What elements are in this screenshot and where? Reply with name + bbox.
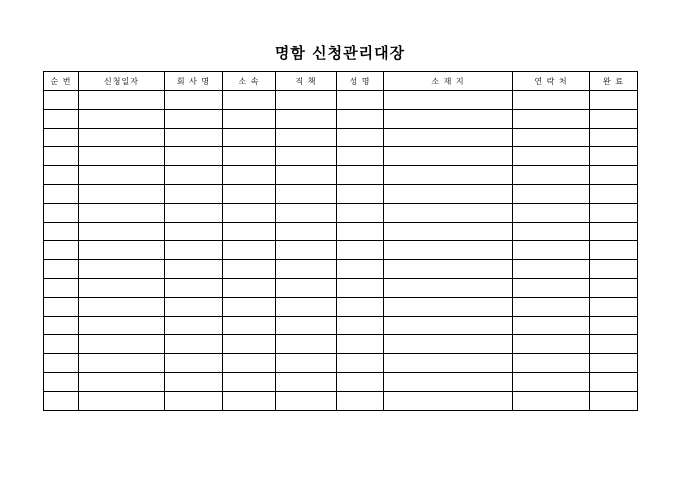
table-cell[interactable] <box>79 297 165 316</box>
table-cell[interactable] <box>590 316 638 335</box>
table-cell[interactable] <box>165 203 223 222</box>
table-cell[interactable] <box>513 128 590 147</box>
table-cell[interactable] <box>44 372 79 391</box>
table-row <box>44 297 638 316</box>
table-cell[interactable] <box>223 241 276 260</box>
header-contact: 연 락 처 <box>513 72 590 91</box>
table-cell[interactable] <box>337 372 384 391</box>
table-row <box>44 316 638 335</box>
table-cell[interactable] <box>513 335 590 354</box>
table-cell[interactable] <box>165 241 223 260</box>
table-cell[interactable] <box>223 203 276 222</box>
table-cell[interactable] <box>384 278 513 297</box>
header-address: 소 재 지 <box>384 72 513 91</box>
table-cell[interactable] <box>590 91 638 110</box>
table-cell[interactable] <box>384 166 513 185</box>
table-cell[interactable] <box>79 391 165 410</box>
header-department: 소 속 <box>223 72 276 91</box>
table-cell[interactable] <box>337 222 384 241</box>
table-cell[interactable] <box>276 147 337 166</box>
table-cell[interactable] <box>165 335 223 354</box>
table-cell[interactable] <box>44 166 79 185</box>
table-cell[interactable] <box>590 147 638 166</box>
table-cell[interactable] <box>337 335 384 354</box>
table-cell[interactable] <box>590 222 638 241</box>
table-cell[interactable] <box>513 166 590 185</box>
table-cell[interactable] <box>337 260 384 279</box>
table-cell[interactable] <box>79 109 165 128</box>
table-cell[interactable] <box>79 203 165 222</box>
table-cell[interactable] <box>590 372 638 391</box>
table-cell[interactable] <box>337 109 384 128</box>
table-cell[interactable] <box>223 260 276 279</box>
table-cell[interactable] <box>513 241 590 260</box>
table-cell[interactable] <box>165 354 223 373</box>
table-row <box>44 372 638 391</box>
table-cell[interactable] <box>276 128 337 147</box>
table-cell[interactable] <box>590 335 638 354</box>
table-cell[interactable] <box>337 354 384 373</box>
table-cell[interactable] <box>165 91 223 110</box>
table-cell[interactable] <box>337 128 384 147</box>
table-cell[interactable] <box>276 278 337 297</box>
table-row <box>44 335 638 354</box>
table-cell[interactable] <box>513 91 590 110</box>
document-title: 명함 신청관리대장 <box>274 44 406 62</box>
table-cell[interactable] <box>276 297 337 316</box>
header-row <box>44 72 638 91</box>
table-cell[interactable] <box>337 316 384 335</box>
table-cell[interactable] <box>384 260 513 279</box>
table-cell[interactable] <box>337 203 384 222</box>
header-name: 성 명 <box>337 72 384 91</box>
table-row <box>44 203 638 222</box>
table-cell[interactable] <box>337 91 384 110</box>
table-cell[interactable] <box>384 241 513 260</box>
table-cell[interactable] <box>337 278 384 297</box>
table-row <box>44 147 638 166</box>
table-row <box>44 278 638 297</box>
table-cell[interactable] <box>165 372 223 391</box>
table-cell[interactable] <box>384 184 513 203</box>
table-cell[interactable] <box>276 372 337 391</box>
table-cell[interactable] <box>79 241 165 260</box>
table-cell[interactable] <box>165 184 223 203</box>
table-cell[interactable] <box>276 222 337 241</box>
table-cell[interactable] <box>223 147 276 166</box>
table-cell[interactable] <box>384 372 513 391</box>
table-row <box>44 391 638 410</box>
table-cell[interactable] <box>165 222 223 241</box>
table-cell[interactable] <box>513 316 590 335</box>
table-cell[interactable] <box>513 391 590 410</box>
table-cell[interactable] <box>590 109 638 128</box>
table-cell[interactable] <box>513 184 590 203</box>
table-cell[interactable] <box>44 184 79 203</box>
table-cell[interactable] <box>44 91 79 110</box>
table-cell[interactable] <box>384 316 513 335</box>
table-cell[interactable] <box>223 335 276 354</box>
table-cell[interactable] <box>513 372 590 391</box>
table-row <box>44 166 638 185</box>
table-cell[interactable] <box>513 222 590 241</box>
table-cell[interactable] <box>223 278 276 297</box>
table-cell[interactable] <box>79 222 165 241</box>
table-cell[interactable] <box>276 184 337 203</box>
table-cell[interactable] <box>79 354 165 373</box>
table-cell[interactable] <box>276 241 337 260</box>
table-cell[interactable] <box>590 166 638 185</box>
table-cell[interactable] <box>384 297 513 316</box>
table-cell[interactable] <box>590 391 638 410</box>
table-cell[interactable] <box>590 203 638 222</box>
table-cell[interactable] <box>165 109 223 128</box>
table-cell[interactable] <box>513 278 590 297</box>
table-cell[interactable] <box>223 372 276 391</box>
table-cell[interactable] <box>513 109 590 128</box>
table-cell[interactable] <box>590 128 638 147</box>
table-cell[interactable] <box>276 316 337 335</box>
table-cell[interactable] <box>44 391 79 410</box>
table-cell[interactable] <box>44 109 79 128</box>
table-cell[interactable] <box>223 222 276 241</box>
table-cell[interactable] <box>384 91 513 110</box>
table-cell[interactable] <box>223 297 276 316</box>
header-company-name: 회 사 명 <box>165 72 223 91</box>
table-cell[interactable] <box>165 297 223 316</box>
table-cell[interactable] <box>44 335 79 354</box>
table-cell[interactable] <box>513 147 590 166</box>
table-cell[interactable] <box>384 335 513 354</box>
header-request-date: 신청일자 <box>79 72 165 91</box>
table-cell[interactable] <box>44 222 79 241</box>
table-cell[interactable] <box>44 203 79 222</box>
table-cell[interactable] <box>79 166 165 185</box>
table-cell[interactable] <box>276 109 337 128</box>
table-cell[interactable] <box>513 260 590 279</box>
table-cell[interactable] <box>276 166 337 185</box>
table-cell[interactable] <box>590 260 638 279</box>
table-cell[interactable] <box>590 297 638 316</box>
table-cell[interactable] <box>223 109 276 128</box>
table-cell[interactable] <box>384 222 513 241</box>
header-position: 직 책 <box>276 72 337 91</box>
table-cell[interactable] <box>276 391 337 410</box>
table-cell[interactable] <box>79 184 165 203</box>
table-cell[interactable] <box>44 128 79 147</box>
table-cell[interactable] <box>337 166 384 185</box>
table-row <box>44 91 638 110</box>
table-cell[interactable] <box>384 128 513 147</box>
table-cell[interactable] <box>590 241 638 260</box>
table-cell[interactable] <box>44 354 79 373</box>
table-cell[interactable] <box>276 91 337 110</box>
table-cell[interactable] <box>223 316 276 335</box>
header-complete: 완 료 <box>590 72 638 91</box>
table-cell[interactable] <box>79 372 165 391</box>
table-cell[interactable] <box>44 297 79 316</box>
table-cell[interactable] <box>44 260 79 279</box>
header-seq-no: 순 번 <box>44 72 79 91</box>
table-cell[interactable] <box>384 109 513 128</box>
table-cell[interactable] <box>223 354 276 373</box>
table-cell[interactable] <box>223 184 276 203</box>
table-cell[interactable] <box>384 354 513 373</box>
table-cell[interactable] <box>223 391 276 410</box>
table-cell[interactable] <box>276 203 337 222</box>
table-cell[interactable] <box>513 297 590 316</box>
table-cell[interactable] <box>165 166 223 185</box>
table-cell[interactable] <box>276 260 337 279</box>
table-cell[interactable] <box>590 354 638 373</box>
table-cell[interactable] <box>165 316 223 335</box>
table-cell[interactable] <box>384 147 513 166</box>
ledger-table <box>43 71 638 411</box>
table-cell[interactable] <box>79 316 165 335</box>
table-cell[interactable] <box>384 203 513 222</box>
table-cell[interactable] <box>513 354 590 373</box>
ledger-body <box>44 91 638 411</box>
table-cell[interactable] <box>79 260 165 279</box>
table-cell[interactable] <box>276 335 337 354</box>
table-cell[interactable] <box>79 91 165 110</box>
table-cell[interactable] <box>44 147 79 166</box>
table-cell[interactable] <box>337 391 384 410</box>
table-cell[interactable] <box>337 184 384 203</box>
table-cell[interactable] <box>165 260 223 279</box>
table-cell[interactable] <box>165 147 223 166</box>
table-cell[interactable] <box>44 278 79 297</box>
table-cell[interactable] <box>276 354 337 373</box>
table-cell[interactable] <box>79 147 165 166</box>
table-row <box>44 354 638 373</box>
table-cell[interactable] <box>44 241 79 260</box>
table-cell[interactable] <box>223 128 276 147</box>
table-cell[interactable] <box>337 147 384 166</box>
table-cell[interactable] <box>223 166 276 185</box>
table-row <box>44 109 638 128</box>
table-cell[interactable] <box>79 278 165 297</box>
table-cell[interactable] <box>44 316 79 335</box>
table-row <box>44 222 638 241</box>
table-cell[interactable] <box>165 128 223 147</box>
table-cell[interactable] <box>223 91 276 110</box>
table-row <box>44 128 638 147</box>
table-cell[interactable] <box>513 203 590 222</box>
table-cell[interactable] <box>384 391 513 410</box>
table-cell[interactable] <box>337 241 384 260</box>
table-row <box>44 241 638 260</box>
table-cell[interactable] <box>165 391 223 410</box>
table-cell[interactable] <box>590 184 638 203</box>
table-cell[interactable] <box>337 297 384 316</box>
table-cell[interactable] <box>79 128 165 147</box>
table-cell[interactable] <box>79 335 165 354</box>
table-row <box>44 184 638 203</box>
table-row <box>44 260 638 279</box>
table-cell[interactable] <box>165 278 223 297</box>
table-cell[interactable] <box>590 278 638 297</box>
